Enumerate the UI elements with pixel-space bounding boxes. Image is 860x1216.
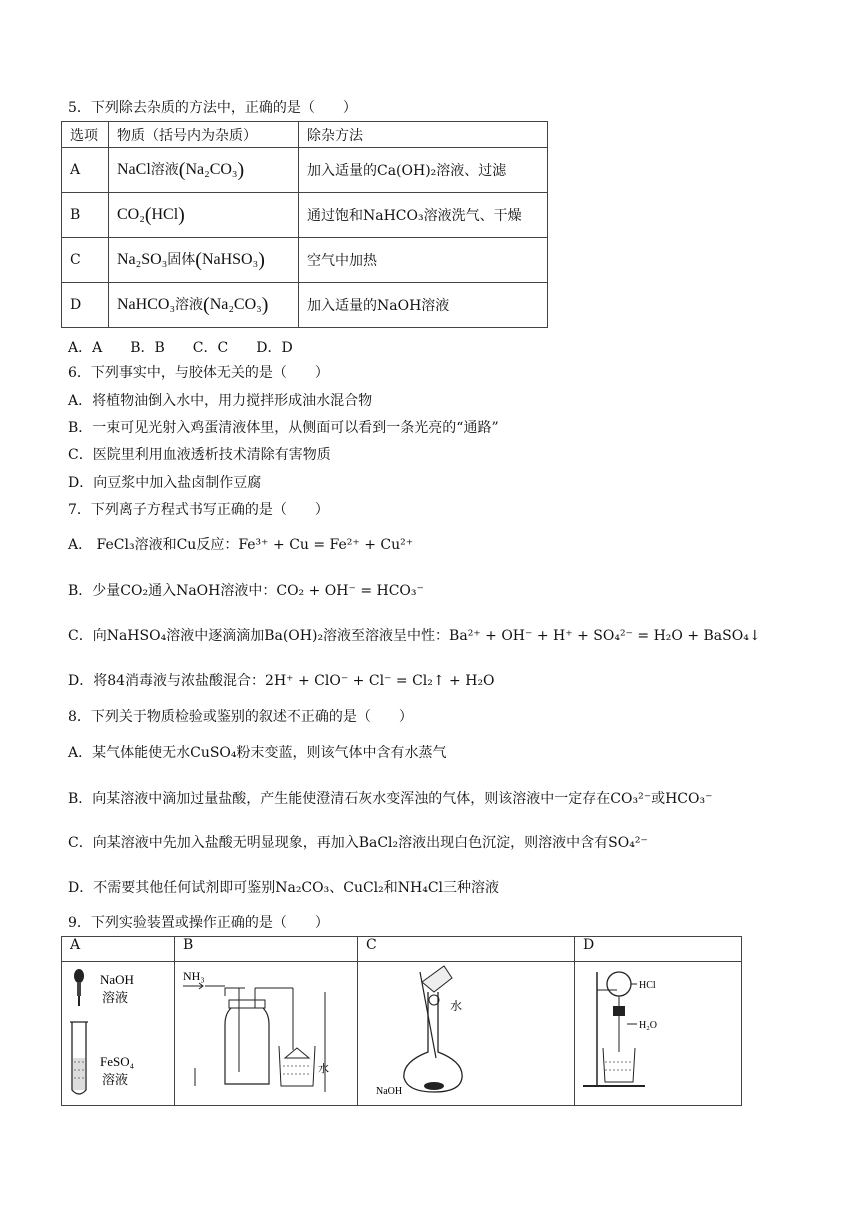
q9-apparatus-c	[358, 962, 575, 1106]
label-naoh: NaOH	[100, 972, 134, 987]
q5-row	[62, 148, 548, 193]
q5-option: B	[62, 193, 109, 238]
q9-header-a: A	[62, 937, 175, 962]
q5-method: 加入适量的NaOH溶液	[299, 283, 548, 328]
q5-row	[62, 193, 548, 238]
fountain-experiment-figure	[575, 962, 733, 1101]
q6-option-a: A．将植物油倒入水中，用力搅拌形成油水混合物	[68, 393, 373, 409]
q5-substance: NaCl溶液(Na₂CO₃)	[109, 148, 299, 193]
label-nh3: NH₃	[183, 969, 205, 983]
label-h2o: H₂O	[639, 1020, 657, 1031]
volumetric-flask-figure	[358, 962, 566, 1101]
q9-apparatus-d	[575, 962, 742, 1106]
q9-stem: 9．下列实验装置或操作正确的是（ ）	[68, 915, 329, 931]
q7-option-a: A． FeCl₃溶液和Cu反应：Fe³⁺ + Cu = Fe²⁺ + Cu²⁺	[68, 537, 414, 553]
q5-table	[61, 121, 548, 328]
q8-option-d: D．不需要其他任何试剂即可鉴别Na₂CO₃、CuCl₂和NH₄Cl三种溶液	[68, 880, 500, 896]
q8-option-b: B．向某溶液中滴加过量盐酸，产生能使澄清石灰水变浑浊的气体，则该溶液中一定存在CO₃²⁻或HCO₃⁻	[68, 791, 713, 807]
q5-method: 空气中加热	[299, 238, 548, 283]
label-feso4: FeSO₄	[100, 1054, 135, 1069]
q5-choices: A．A B．B C．C D．D	[68, 340, 293, 356]
q5-stem: 5．下列除去杂质的方法中，正确的是（ ）	[68, 100, 357, 116]
q9-apparatus-a	[62, 962, 175, 1106]
q5-header-method: 除杂方法	[299, 122, 548, 148]
q8-option-a: A．某气体能使无水CuSO₄粉末变蓝，则该气体中含有水蒸气	[68, 745, 447, 761]
q8-stem: 8．下列关于物质检验或鉴别的叙述不正确的是（ ）	[68, 709, 413, 725]
q5-row	[62, 283, 548, 328]
gas-absorption-figure	[175, 962, 349, 1101]
label-hcl: HCl	[639, 980, 656, 991]
q7-stem: 7．下列离子方程式书写正确的是（ ）	[68, 502, 329, 518]
q6-stem: 6．下列事实中，与胶体无关的是（ ）	[68, 365, 329, 381]
q5-header-option: 选项	[62, 122, 109, 148]
q5-option: A	[62, 148, 109, 193]
q5-header-substance: 物质（括号内为杂质）	[109, 122, 299, 148]
dropper-tube-figure	[62, 962, 174, 1101]
q9-table	[61, 936, 742, 1106]
q9-header-c: C	[358, 937, 575, 962]
q6-option-d: D．向豆浆中加入盐卤制作豆腐	[68, 475, 262, 491]
q6-option-b: B．一束可见光射入鸡蛋清液体里，从侧面可以看到一条光亮的“通路”	[68, 420, 499, 436]
q7-option-c: C．向NaHSO₄溶液中逐滴滴加Ba(OH)₂溶液至溶液呈中性：Ba²⁺ + OH⁻ + H⁺ + SO₄²⁻ = H₂O + BaSO₄↓	[68, 628, 761, 644]
q5-option: D	[62, 283, 109, 328]
q5-substance: CO₂(HCl)	[109, 193, 299, 238]
q9-header-b: B	[175, 937, 358, 962]
q5-substance: NaHCO₃溶液(Na₂CO₃)	[109, 283, 299, 328]
label-feso4-solution: 溶液	[102, 1072, 129, 1087]
q6-option-c: C．医院里利用血液透析技术清除有害物质	[68, 447, 331, 463]
q7-option-b: B．少量CO₂通入NaOH溶液中：CO₂ + OH⁻ = HCO₃⁻	[68, 583, 424, 599]
label-naoh-c: NaOH	[376, 1086, 403, 1097]
label-water-c: 水	[450, 999, 463, 1013]
q5-option: C	[62, 238, 109, 283]
q5-method: 通过饱和NaHCO₃溶液洗气、干燥	[299, 193, 548, 238]
label-water-b: 水	[318, 1063, 329, 1075]
q9-apparatus-b	[175, 962, 358, 1106]
q5-method: 加入适量的Ca(OH)₂溶液、过滤	[299, 148, 548, 193]
q8-option-c: C．向某溶液中先加入盐酸无明显现象，再加入BaCl₂溶液出现白色沉淀，则溶液中含有SO₄²⁻	[68, 835, 648, 851]
q5-substance: Na₂SO₃固体(NaHSO₃)	[109, 238, 299, 283]
q9-header-d: D	[575, 937, 742, 962]
q7-option-d: D．将84消毒液与浓盐酸混合：2H⁺ + ClO⁻ + Cl⁻ = Cl₂↑ + H₂O	[68, 673, 495, 689]
q5-row	[62, 238, 548, 283]
label-naoh-solution: 溶液	[102, 990, 129, 1005]
